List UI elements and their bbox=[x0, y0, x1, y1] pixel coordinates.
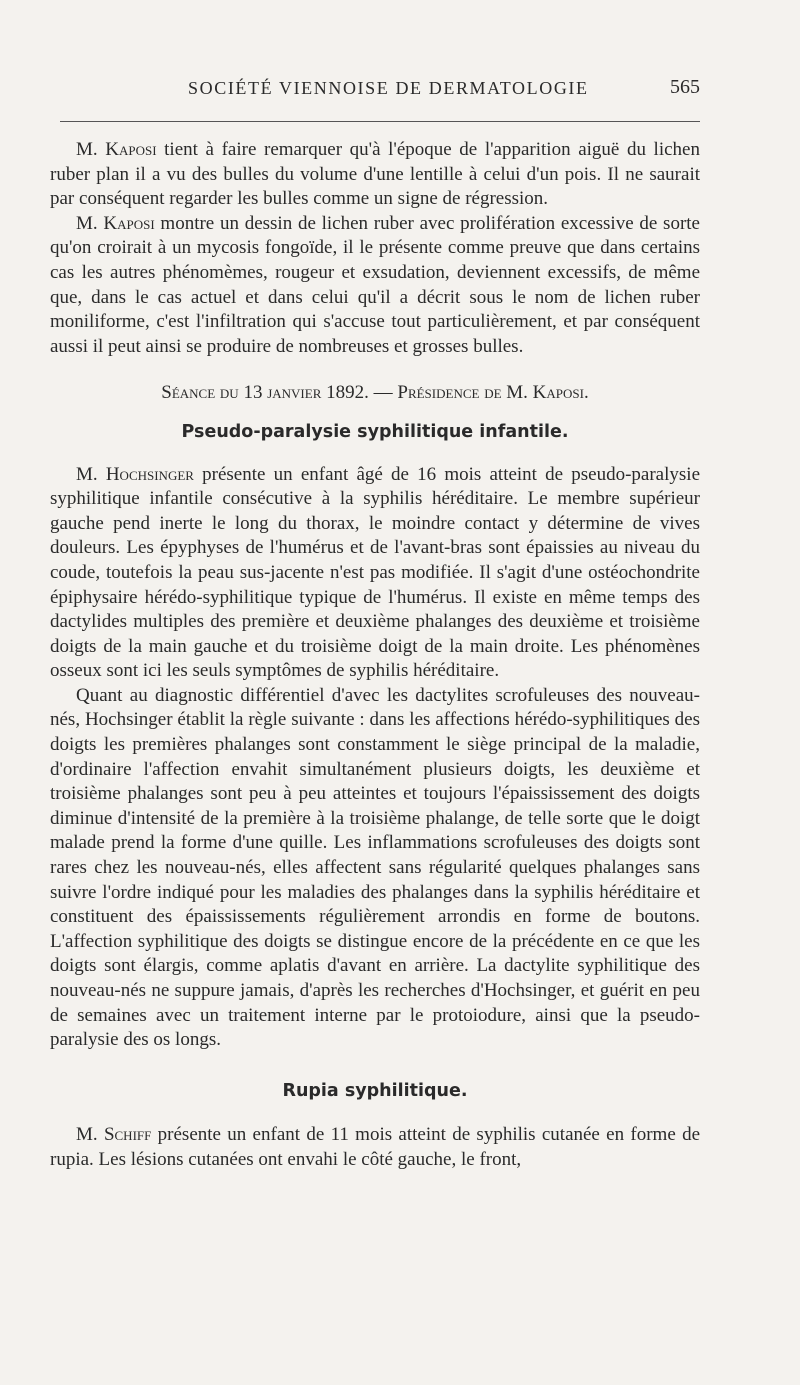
speaker-name: M. Kaposi bbox=[76, 212, 155, 234]
paragraph-text: tient à faire remarquer qu'à l'époque de l'apparition aiguë du lichen ruber plan il a vu des bulles du volume d'une lentille à celui d'un pois. Il ne saurait par conséquent regarder les bulles comme un signe de régression. bbox=[50, 139, 700, 210]
speaker-name: M. Schiff bbox=[76, 1124, 152, 1146]
paragraph bbox=[50, 138, 700, 212]
paragraph-text: présente un enfant âgé de 16 mois atteint de pseudo-paralysie syphilitique infantile consécutive à la syphilis héréditaire. Le membre supérieur gauche pend inerte le long du thorax, le moindre contact y détermine de vives douleurs. Les épyphyses de l'humérus et de l'avant-bras sont épaissies au niveau du coude, toutefois la peau sus-jacente n'est pas modifiée. Il s'agit d'une ostéochondrite épiphysaire hérédo-syphilitique typique de l'humérus. Il existe en même temps des dactylides multiples des première et deuxième phalanges des deuxième et troisième doigts de la main gauche et du troisième doigt de la main droite. Les phénomènes osseux sont ici les seuls symptômes de syphilis héréditaire. bbox=[50, 463, 700, 682]
paragraph bbox=[50, 212, 700, 360]
paragraph: Quant au diagnostic différentiel d'avec les dactylites scrofuleuses des nouveau-nés, Hochsinger établit la règle suivante : dans les affections hérédo-syphilitiques des doigts les premières phalanges sont constamment le siège principal de la maladie, d'ordinaire l'affection envahit simultanément plusieurs doigts, les deuxième et troisième phalanges sont peu à peu atteintes et toujours l'épaississement des doigts diminue d'intensité de la première à la troisième phalange, de telle sorte que le doigt malade prend la forme d'une quille. Les inflammations scrofuleuses des doigts sont rares chez les nouveau-nés, elles affectent sans régularité quelques phalanges sans suivre l'ordre indiqué pour les maladies des phalanges dans la syphilis héréditaire et constituent des épaississements régulièrement arrondis en forme de boutons. L'affection syphilitique des doigts se distingue encore de la précédente en ce que les doigts sont élargis, comme aplatis d'avant en arrière. La dactylite syphilitique des nouveau-nés ne suppure jamais, d'après les recherches d'Hochsinger, et guérit en peu de semaines avec un traitement interne par le protoiodure, ainsi que la pseudo-paralysie des os longs. bbox=[50, 684, 700, 1051]
header-rule bbox=[60, 121, 700, 122]
paragraph bbox=[50, 463, 700, 684]
speaker-name: M. Kaposi bbox=[76, 139, 157, 160]
seance-month: janvier bbox=[262, 382, 327, 404]
section-title: Rupia syphilitique. bbox=[282, 1080, 468, 1101]
paragraph-text: montre un dessin de lichen ruber avec prolifération excessive de sorte qu'on croirait à un mycosis fongoïde, il le présente comme preuve que dans certains cas les autres phénomèmes, rougeur et exsudation, deviennent excessifs, de même que, dans le cas actuel et dans celui qu'il a décrit sous le nom de lichen ruber moniliforme, c'est l'infiltration qui s'accuse tout particulièrement, et par conséquent aussi il peut ainsi se produire de nombreuses et grosses bulles. bbox=[50, 212, 700, 357]
seance-heading bbox=[50, 381, 700, 406]
running-title: SOCIÉTÉ VIENNOISE DE DERMATOLOGIE bbox=[188, 78, 589, 98]
running-head bbox=[0, 78, 800, 108]
body-text bbox=[50, 138, 700, 1173]
paragraph bbox=[50, 1123, 700, 1172]
paragraph-text: présente un enfant de 11 mois atteint de syphilis cutanée en forme de rupia. Les lésions cutanées ont envahi le côté gauche, le front, bbox=[50, 1124, 700, 1170]
seance-prefix: Séance du bbox=[161, 382, 244, 404]
seance-year: 1892. bbox=[326, 382, 369, 404]
section-title: Pseudo-paralysie syphilitique infantile. bbox=[181, 421, 569, 442]
seance-day: 13 bbox=[243, 382, 263, 404]
seance-presidence: — Présidence de bbox=[368, 382, 507, 404]
speaker-name: M. Hochsinger bbox=[76, 463, 194, 485]
page-number: 565 bbox=[670, 76, 700, 98]
seance-president: M. Kaposi. bbox=[506, 382, 589, 404]
